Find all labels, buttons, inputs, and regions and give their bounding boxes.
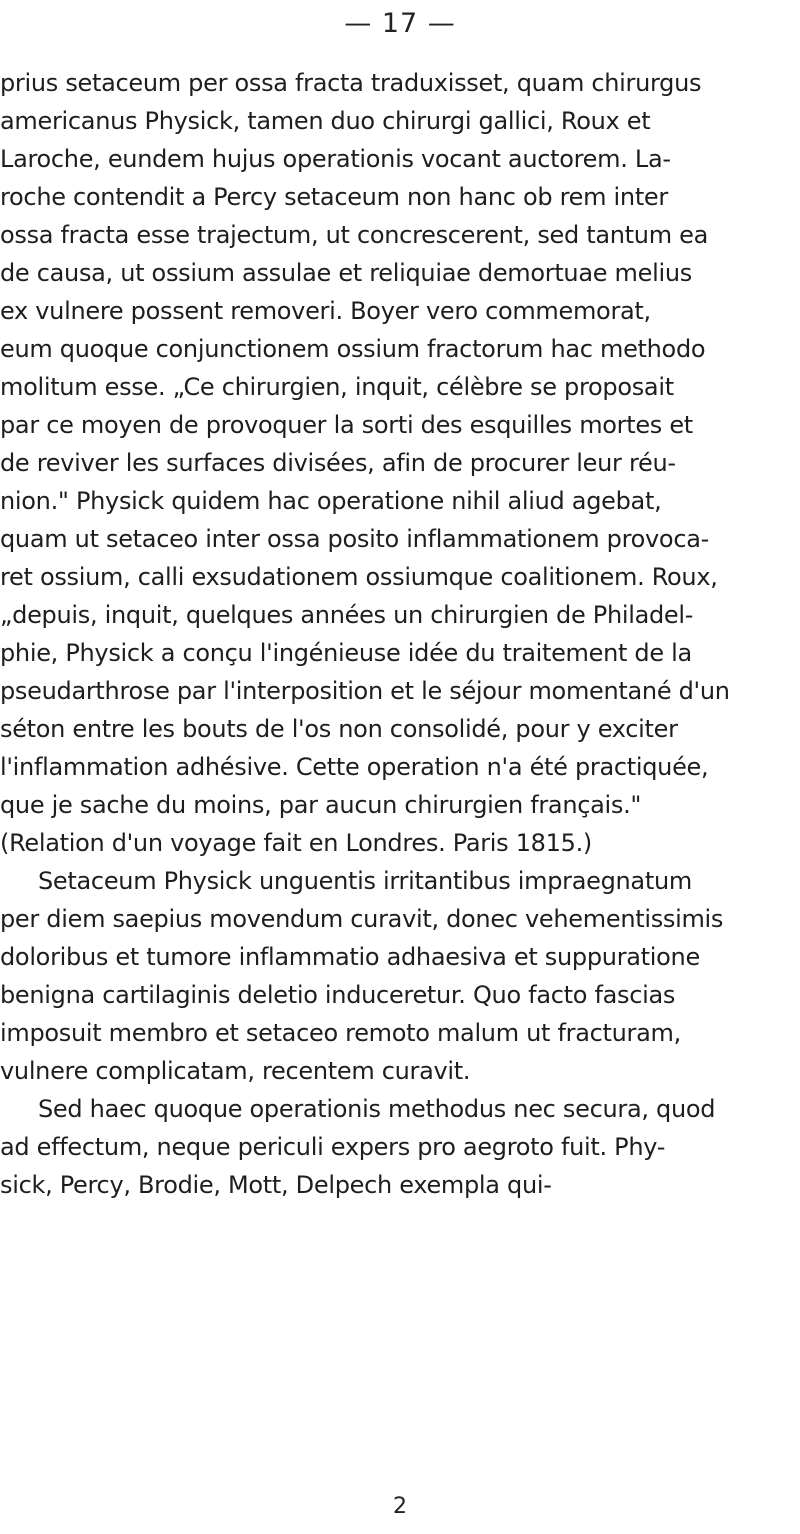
text-line: ret ossium, calli exsudationem ossiumque coalitionem. Roux,	[0, 563, 718, 591]
text-line: per diem saepius movendum curavit, donec vehementissimis	[0, 905, 724, 933]
text-line: pseudarthrose par l'interposition et le séjour momentané d'un	[0, 677, 730, 705]
text-line: séton entre les bouts de l'os non consolidé, pour y exciter	[0, 715, 678, 743]
text-line: ex vulnere possent removeri. Boyer vero commemorat,	[0, 297, 651, 325]
text-line: que je sache du moins, par aucun chirurgien français."	[0, 791, 642, 819]
text-line: imposuit membro et setaceo remoto malum ut fracturam,	[0, 1019, 681, 1047]
text-line: sick, Percy, Brodie, Mott, Delpech exempla qui-	[0, 1171, 552, 1199]
text-line: „depuis, inquit, quelques années un chirurgien de Philadel-	[0, 601, 694, 629]
body-text	[0, 64, 790, 1204]
text-line: vulnere complicatam, recentem curavit.	[0, 1057, 471, 1085]
text-line: molitum esse. „Ce chirurgien, inquit, célèbre se proposait	[0, 373, 674, 401]
page-number: — 17 —	[344, 8, 456, 39]
text-line: prius setaceum per ossa fracta traduxisset, quam chirurgus	[0, 69, 702, 97]
text-line: americanus Physick, tamen duo chirurgi gallici, Roux et	[0, 107, 651, 135]
text-line: eum quoque conjunctionem ossium fractorum hac methodo	[0, 335, 706, 363]
text-line: ad effectum, neque periculi expers pro aegroto fuit. Phy-	[0, 1133, 666, 1161]
text-line: l'inflammation adhésive. Cette operation n'a été practiquée,	[0, 753, 709, 781]
text-line: roche contendit a Percy setaceum non hanc ob rem inter	[0, 183, 668, 211]
text-line: de causa, ut ossium assulae et reliquiae demortuae melius	[0, 259, 692, 287]
paragraph-start-line: Sed haec quoque operationis methodus nec secura, quod	[38, 1095, 716, 1123]
text-line: phie, Physick a conçu l'ingénieuse idée du traitement de la	[0, 639, 692, 667]
text-line: ossa fracta esse trajectum, ut concrescerent, sed tantum ea	[0, 221, 708, 249]
text-line: doloribus et tumore inflammatio adhaesiva et suppuratione	[0, 943, 700, 971]
signature-mark: 2	[393, 1494, 407, 1519]
text-line: (Relation d'un voyage fait en Londres. Paris 1815.)	[0, 829, 592, 857]
text-line: nion." Physick quidem hac operatione nihil aliud agebat,	[0, 487, 662, 515]
text-line: par ce moyen de provoquer la sorti des esquilles mortes et	[0, 411, 693, 439]
text-line: de reviver les surfaces divisées, afin de procurer leur réu-	[0, 449, 676, 477]
paragraph-start-line: Setaceum Physick unguentis irritantibus impraegnatum	[38, 867, 692, 895]
text-line: Laroche, eundem hujus operationis vocant auctorem. La-	[0, 145, 671, 173]
text-line: benigna cartilaginis deletio induceretur. Quo facto fascias	[0, 981, 676, 1009]
text-line: quam ut setaceo inter ossa posito inflammationem provoca-	[0, 525, 709, 553]
